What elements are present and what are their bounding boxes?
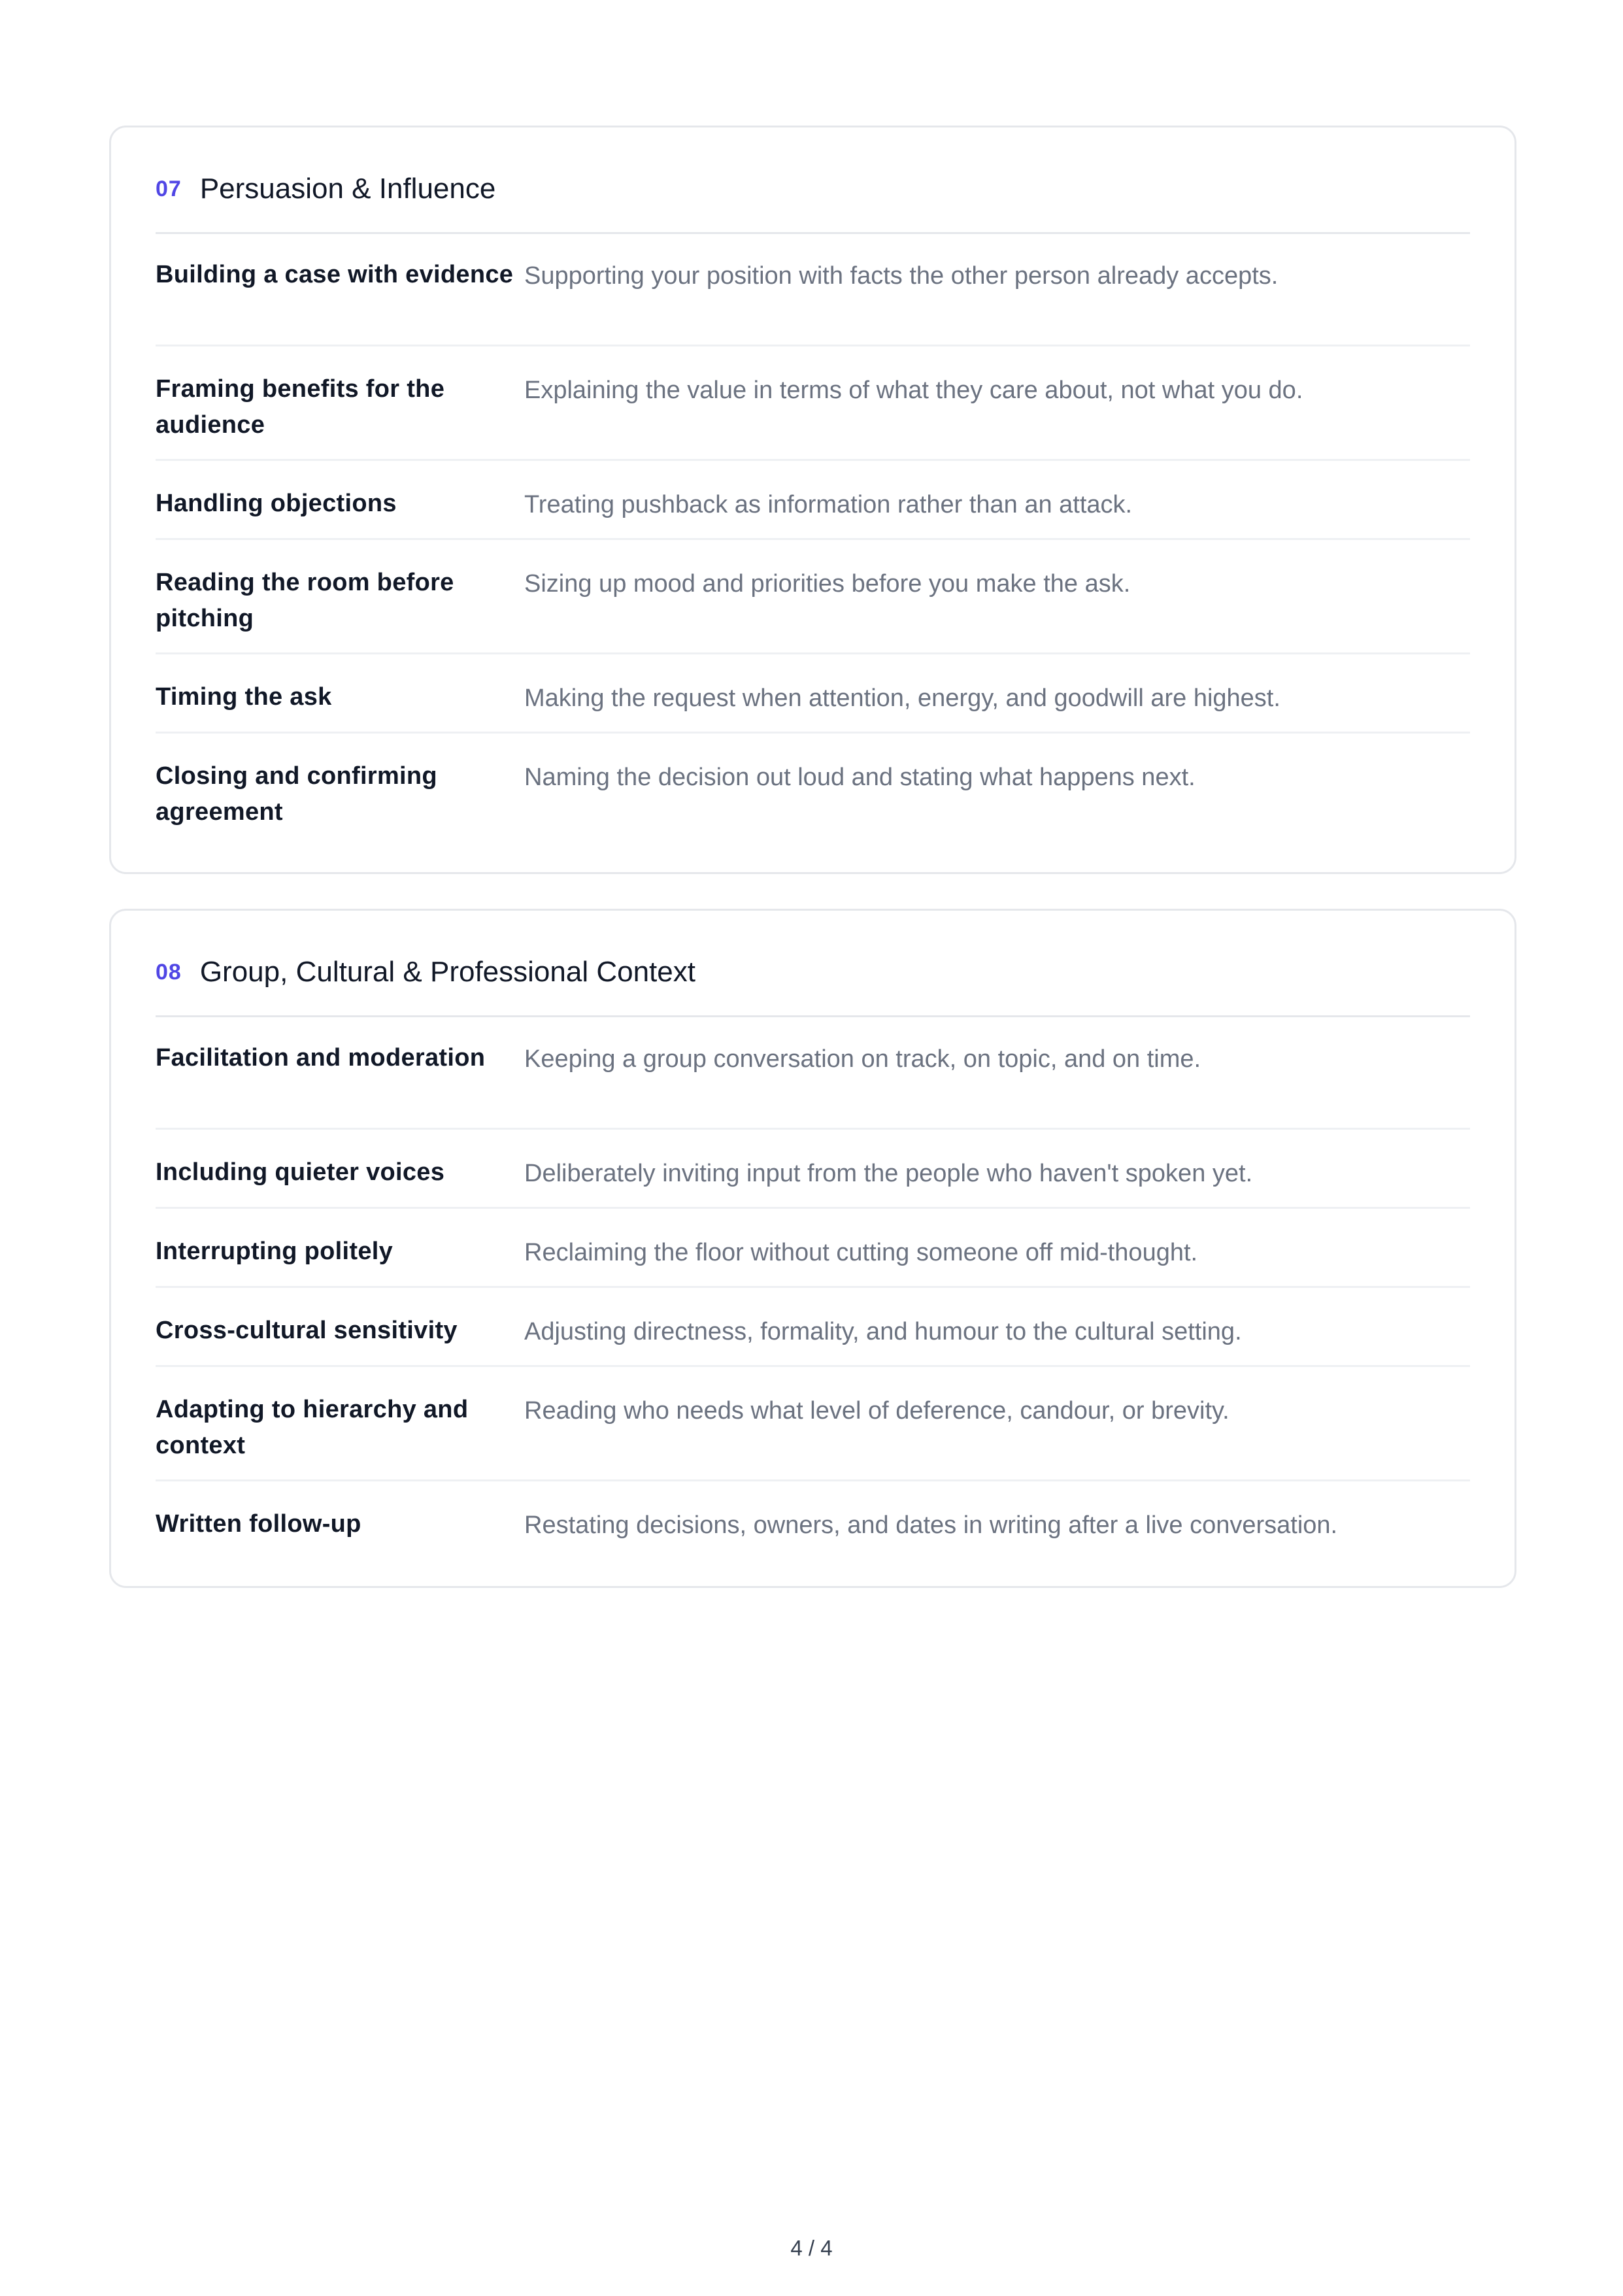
term-label: Timing the ask — [156, 683, 332, 711]
term-description: Keeping a group conversation on track, on topic, and on time. — [524, 1045, 1201, 1073]
term-description: Restating decisions, owners, and dates in writing after a live conversation. — [524, 1511, 1338, 1539]
term-description: Sizing up mood and priorities before you make the ask. — [524, 570, 1131, 598]
term-label: Written follow-up — [156, 1510, 361, 1538]
term-description: Reclaiming the floor without cutting someone off mid-thought. — [524, 1239, 1198, 1266]
section-header — [156, 171, 1470, 234]
definition-list — [156, 1015, 1470, 1561]
term-label: Building a case with evidence — [156, 261, 514, 288]
term-description: Explaining the value in terms of what they care about, not what you do. — [524, 377, 1303, 404]
term-label: Handling objections — [156, 490, 397, 517]
term-description: Making the request when attention, energy, and goodwill are highest. — [524, 684, 1280, 712]
list-item — [156, 232, 1470, 346]
list-item — [156, 346, 1470, 461]
list-item — [156, 540, 1470, 654]
section-card-persuasion — [109, 126, 1516, 874]
section-title: Persuasion & Influence — [199, 173, 496, 205]
section-number: 08 — [156, 960, 182, 985]
term-label: Facilitation and moderation — [156, 1044, 486, 1072]
section-header — [156, 954, 1470, 1017]
list-item — [156, 734, 1470, 838]
list-item — [156, 1367, 1470, 1481]
term-label: Reading the room before pitching — [156, 569, 454, 632]
list-item — [156, 1288, 1470, 1367]
term-description: Reading who needs what level of deference, candour, or brevity. — [524, 1397, 1230, 1425]
term-label: Including quieter voices — [156, 1158, 445, 1186]
list-item — [156, 654, 1470, 734]
page-indicator: 4 / 4 — [790, 2236, 833, 2260]
list-item — [156, 1015, 1470, 1130]
term-label: Adapting to hierarchy and context — [156, 1396, 469, 1459]
term-label: Interrupting politely — [156, 1238, 393, 1265]
definition-list — [156, 232, 1470, 838]
term-label: Closing and confirming agreement — [156, 762, 437, 826]
term-description: Naming the decision out loud and stating what happens next. — [524, 764, 1196, 791]
term-label: Cross-cultural sensitivity — [156, 1317, 458, 1344]
term-description: Treating pushback as information rather than an attack. — [524, 491, 1133, 518]
list-item — [156, 1209, 1470, 1288]
list-item — [156, 461, 1470, 540]
term-description: Adjusting directness, formality, and humour to the cultural setting. — [524, 1318, 1242, 1345]
list-item — [156, 1481, 1470, 1561]
term-label: Framing benefits for the audience — [156, 375, 445, 439]
list-item — [156, 1130, 1470, 1209]
section-number: 07 — [156, 177, 182, 201]
section-title: Group, Cultural & Professional Context — [199, 956, 695, 988]
term-description: Supporting your position with facts the other person already accepts. — [524, 262, 1279, 290]
section-card-group-context — [109, 909, 1516, 1588]
term-description: Deliberately inviting input from the people who haven't spoken yet. — [524, 1160, 1253, 1187]
